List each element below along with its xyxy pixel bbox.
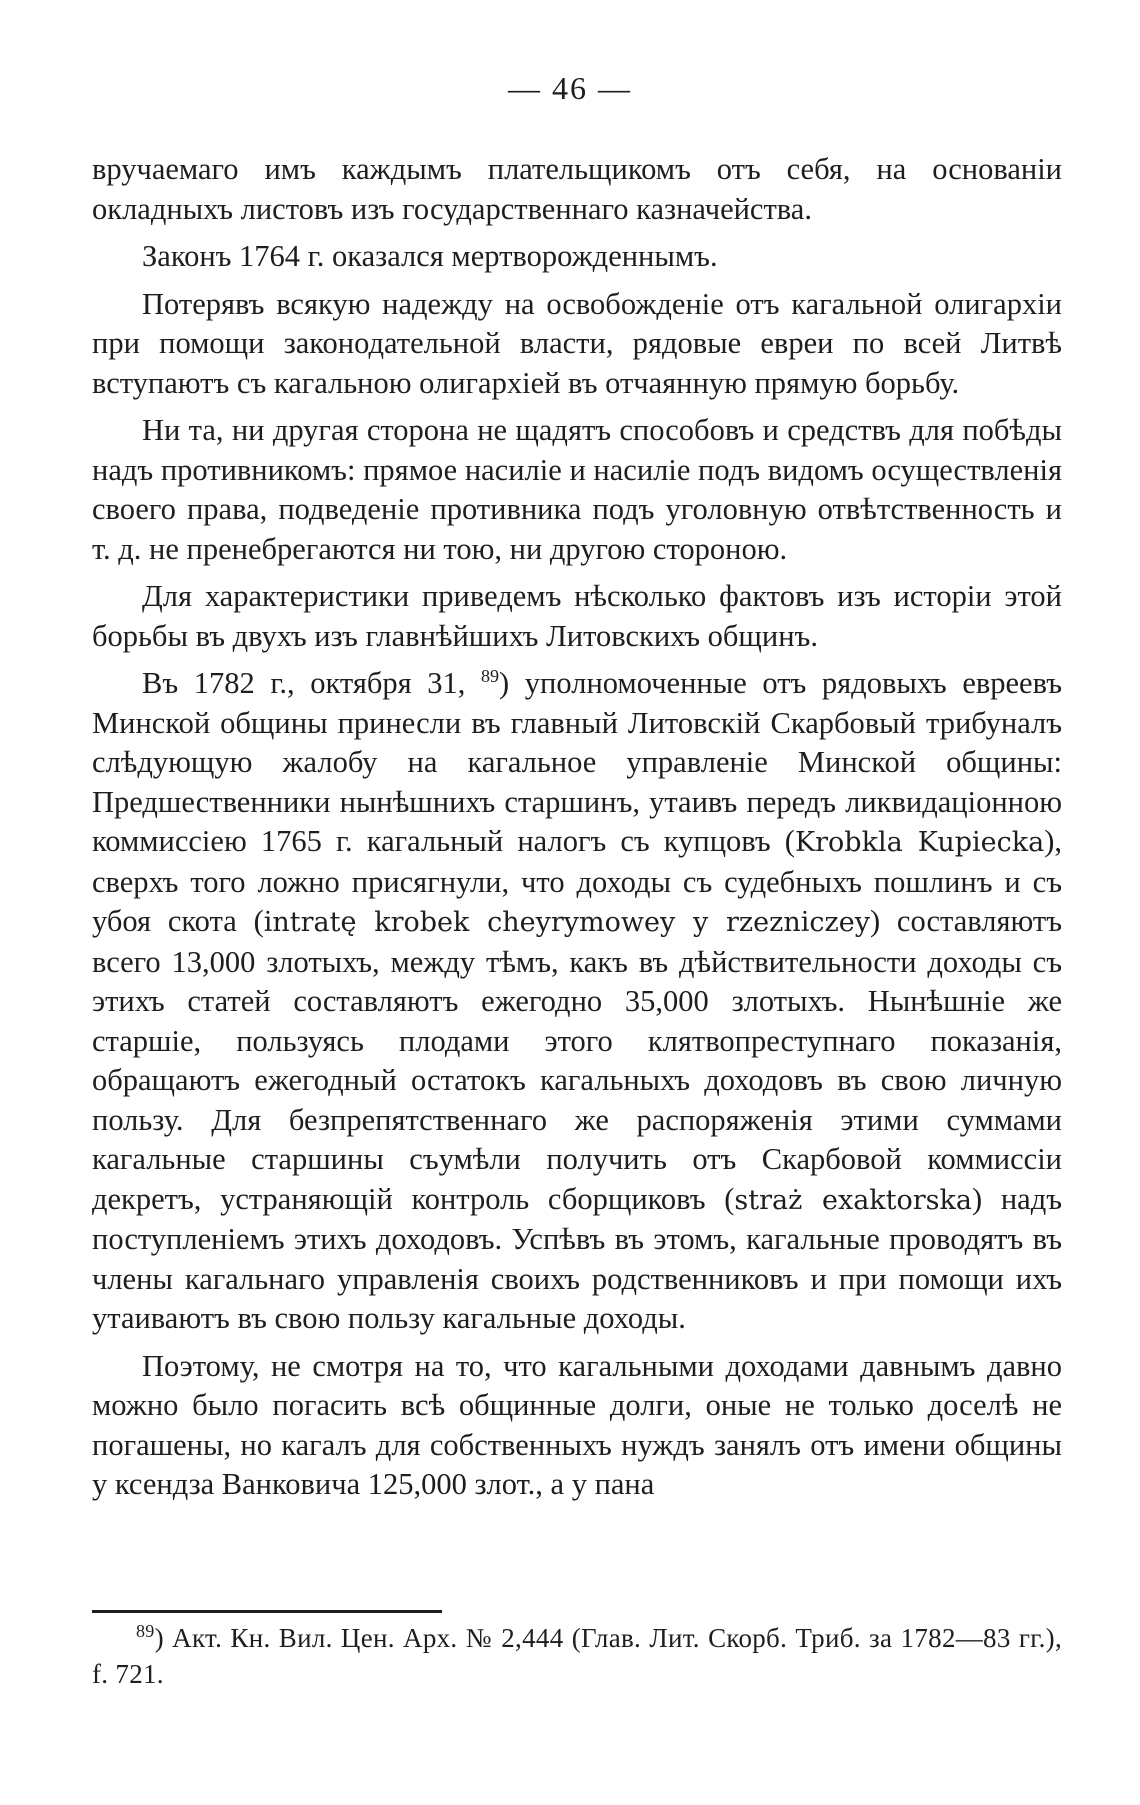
paragraph-6-part-b: ) уполномоченные отъ рядовыхъ евреевъ Минской общины принесли въ главный Литовскiй Скарбовый трибуналъ слѣдующую жалобу на кагальное управленiе Минской общины: Предшественники нынѣшнихъ старшинъ, утаивъ передъ ликвидацiонною коммиссiею 1765 г. кагальный налогъ съ купцовъ ( (92, 666, 1062, 858)
paragraph-5: Для характеристики приведемъ нѣсколько фактовъ изъ исторiи этой борьбы въ двухъ изъ главнѣйшихъ Литовскихъ общинъ. (92, 579, 1062, 653)
footnote-divider (92, 1610, 442, 1613)
polish-term-1: Krobkla Kupiecka (794, 827, 1045, 858)
paragraph-4: Ни та, ни другая сторона не щадятъ способовъ и средствъ для побѣды надъ противникомъ: прямое насилiе и насилiе подъ видомъ осуществленiя своего права, подведенiе противника подъ уголовную отвѣтственность и т. д. не пренебрегаются ни тою, ни другою стороною. (92, 413, 1062, 566)
footnote-number: 89 (136, 1621, 155, 1641)
paragraph-2: Законъ 1764 г. оказался мертворожденнымъ. (142, 239, 718, 273)
paragraph-6-part-e: ) надъ поступленiемъ этихъ доходовъ. Успѣвъ въ этомъ, кагальные проводятъ въ члены кагальнаго управленiя своихъ родственниковъ и при помощи ихъ утаиваютъ въ свою пользу кагальные доходы. (92, 1181, 1062, 1335)
paragraph-7: Поэтому, не смотря на то, что кагальными доходами давнымъ давно можно было погасить всѣ общинные долги, оные не только доселѣ не погашены, но кагалъ для собственныхъ нуждъ занялъ отъ имени общины у ксендза Ванковича 125,000 злот., а у пана (92, 1348, 1062, 1501)
paragraph-6-part-a: Въ 1782 г., октября 31, (142, 666, 466, 700)
footnote-text: ) Акт. Кн. Вил. Цен. Арх. № 2,444 (Глав. Лит. Скорб. Триб. за 1782—83 гг.), f. 721. (92, 1623, 1062, 1689)
main-text (92, 150, 1062, 1505)
footnote (92, 1620, 1062, 1692)
paragraph-1: вручаемаго имъ каждымъ плательщикомъ отъ себя, на основанiи окладныхъ листовъ изъ государственнаго казначейства. (92, 152, 1062, 226)
footnote-reference: 89 (481, 665, 500, 686)
paragraph-6-part-d: ) составляютъ всего 13,000 злотыхъ, между тѣмъ, какъ въ дѣйствительности доходы съ этихъ статей составляютъ ежегодно 35,000 злотыхъ. Нынѣшнiе же старшiе, пользуясь плодами этого клятвопреступнаго показанiя, обращаютъ ежегодный остатокъ кагальныхъ доходовъ въ свою личную пользу. Для безпрепятственнаго же распоряженiя этими суммами кагальные старшины съумѣли получить отъ Скарбовой коммиссiи декретъ, устраняющiй контроль сборщиковъ ( (92, 904, 1062, 1216)
paragraph-3: Потерявъ всякую надежду на освобожденiе отъ кагальной олигархiи при помощи законодательной власти, рядовые евреи по всей Литвѣ вступаютъ съ кагальною олигархiей въ отчаянную прямую борьбу. (92, 286, 1062, 400)
page-number: — 46 — (508, 70, 632, 106)
polish-term-3: straż exaktorska (734, 1184, 972, 1216)
polish-term-2: intratę krobek cheyrymowey y rzezniczey (263, 907, 870, 938)
paragraph-6-part-c: ), сверхъ того ложно присягнули, что доходы съ судебныхъ пошлинъ и съ убоя скота ( (92, 824, 1062, 938)
paragraph-6 (92, 664, 1062, 1339)
